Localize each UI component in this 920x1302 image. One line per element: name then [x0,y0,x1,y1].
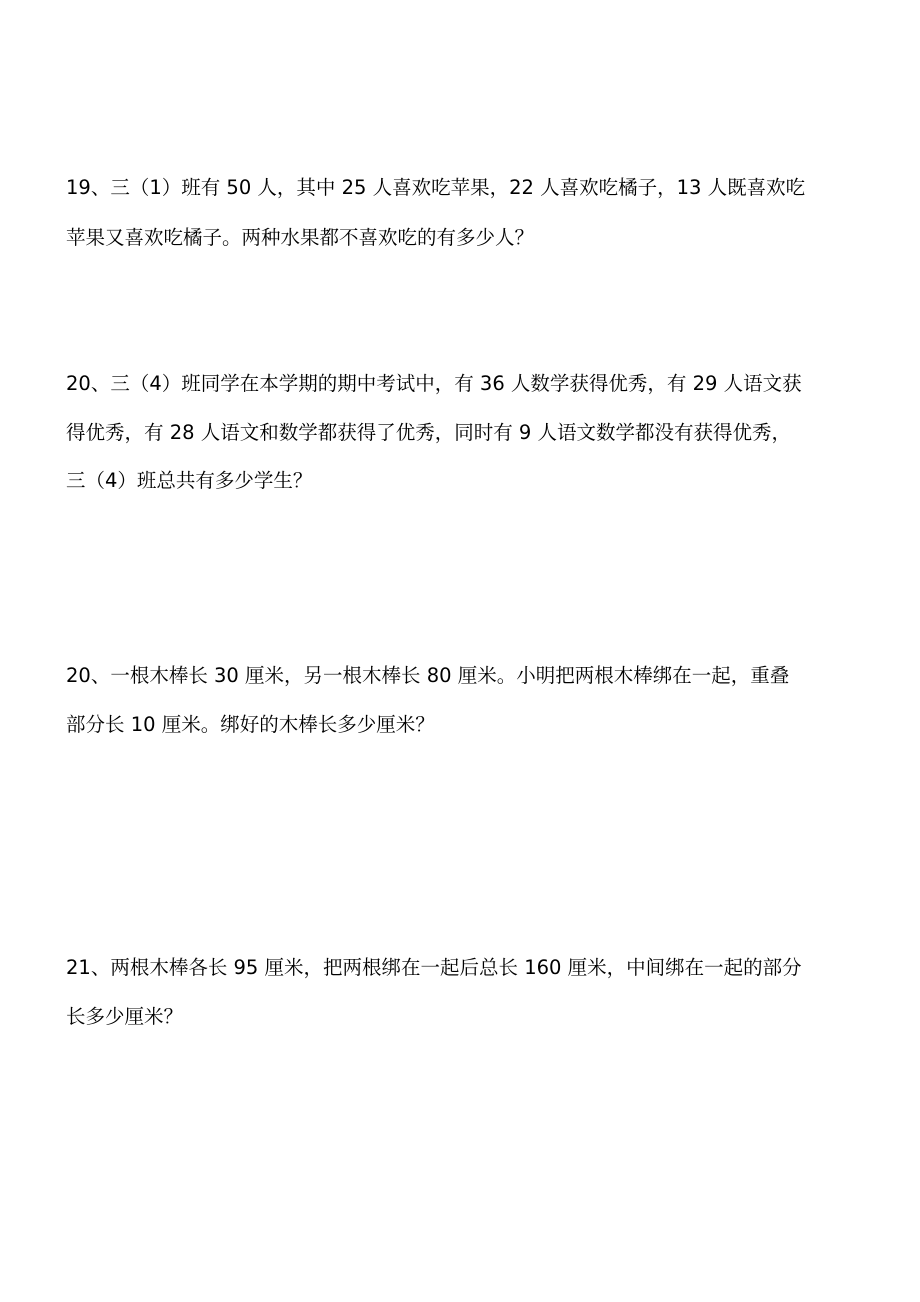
question-line: 得优秀，有 28 人语文和数学都获得了优秀，同时有 9 人语文数学都没有获得优秀， [66,421,792,444]
question-line: 部分长 10 厘米。绑好的木棒长多少厘米？ [66,713,435,736]
question-line: 19、三（1）班有 50 人，其中 25 人喜欢吃苹果，22 人喜欢吃橘子，13 人既喜欢吃 [66,176,806,199]
question-line: 三（4）班总共有多少学生？ [66,469,313,492]
question-line: 长多少厘米？ [66,1005,184,1028]
question-line: 20、三（4）班同学在本学期的期中考试中，有 36 人数学获得优秀，有 29 人语文获 [66,372,802,395]
question-line: 苹果又喜欢吃橘子。两种水果都不喜欢吃的有多少人？ [66,226,535,249]
question-line: 21、两根木棒各长 95 厘米，把两根绑在一起后总长 160 厘米，中间绑在一起的部分 [66,956,802,979]
question-line: 20、一根木棒长 30 厘米，另一根木棒长 80 厘米。小明把两根木棒绑在一起，重叠 [66,664,790,687]
